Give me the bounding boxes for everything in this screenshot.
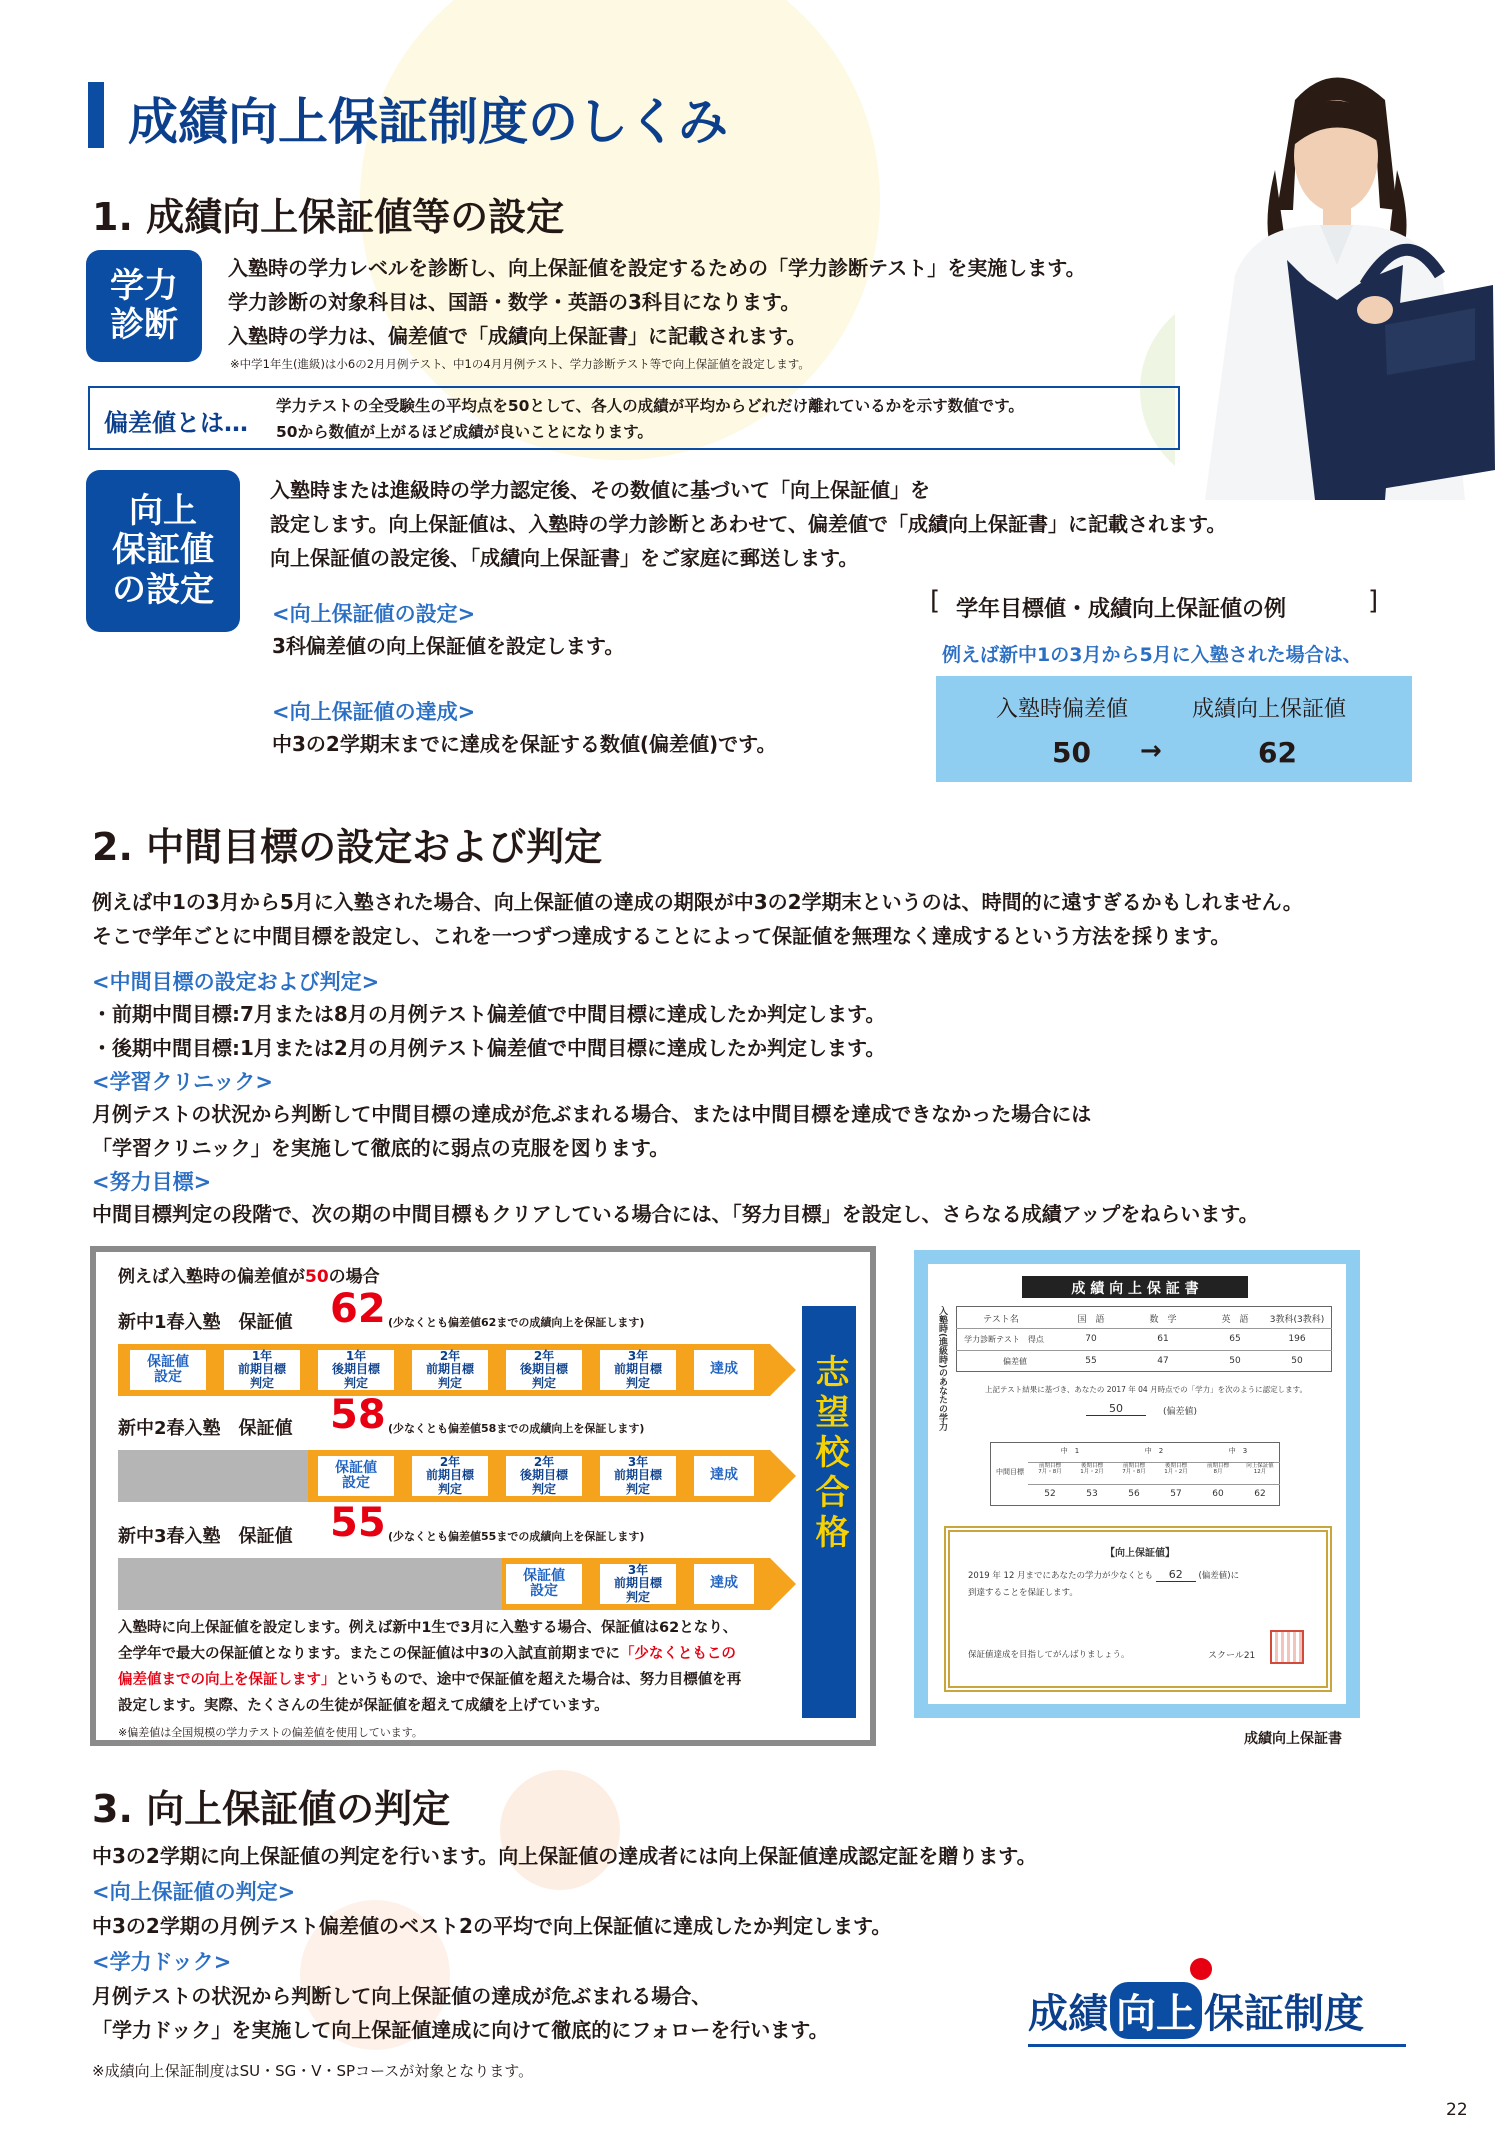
cert-mid-head: 中 3 xyxy=(1228,1447,1248,1455)
cert-stmt-val: 50 xyxy=(1086,1402,1146,1416)
cert-mid-val: 60 xyxy=(1212,1489,1224,1499)
example-title: 学年目標値・成績向上保証値の例 xyxy=(956,597,1287,622)
cert-head: 3教科(3教科) xyxy=(1269,1315,1325,1325)
row3-step-achieve: 達成 xyxy=(694,1564,754,1604)
cert-table-line xyxy=(956,1350,1332,1351)
shindan-text-line: 学力診断の対象科目は、国語・数学・英語の3科目になります。 xyxy=(228,290,801,314)
row2-value: 58 xyxy=(330,1392,386,1438)
example-col2: 成績向上保証値 xyxy=(1192,697,1347,722)
shindan-text-line: 入塾時の学力は、偏差値で「成績向上保証書」に記載されます。 xyxy=(228,324,807,348)
diagram-desc-line: 入塾時に向上保証値を設定します。例えば新中1生で3月に入塾する場合、保証値は62となり、 xyxy=(118,1620,738,1636)
student-photo xyxy=(1175,60,1495,500)
cert-stmt-unit: (偏差値) xyxy=(1162,1407,1198,1417)
cert-mid-val: 62 xyxy=(1254,1489,1266,1499)
row2-step: 3年 前期目標 判定 xyxy=(600,1456,676,1496)
cert-mid-sub: 後期目標 1月・2月 xyxy=(1164,1463,1188,1476)
cert-stmt: 上記テスト結果に基づき、あなたの 2017 年 04 月時点での「学力」を次のように認定します。 xyxy=(985,1385,1307,1394)
example-bracket-right: ] xyxy=(1368,586,1379,616)
badge-line: 保証値 xyxy=(112,530,214,571)
row3-label: 新中3春入塾 保証値 xyxy=(118,1526,293,1547)
sub-hoshochi-settei-text: 3科偏差値の向上保証値を設定します。 xyxy=(272,634,625,658)
cert-mid-sub: 前期目標 8月 xyxy=(1206,1463,1229,1476)
title-bar xyxy=(88,82,104,148)
diagram-desc-line xyxy=(118,1668,741,1689)
diagram-desc-red: 偏差値までの向上を保証します」 xyxy=(118,1672,336,1688)
cert-guarantee-unit: (偏差値)に xyxy=(1198,1571,1240,1581)
badge-gakuryoku-shindan xyxy=(86,250,202,362)
sub-doryoku-mokuhyo: <努力目標> xyxy=(92,1170,212,1194)
diagram-desc-part: 全学年で最大の保証値となります。またこの保証値は中3の入試直前期までに xyxy=(118,1646,620,1662)
row3-step: 保証値 設定 xyxy=(506,1564,582,1604)
cert-mid-head: 中 2 xyxy=(1144,1447,1164,1455)
example-col1: 入塾時偏差値 xyxy=(996,697,1129,722)
cert-seal xyxy=(1270,1630,1304,1664)
row2-grey xyxy=(118,1450,308,1502)
cert-caption: 成績向上保証書 xyxy=(1244,1731,1342,1747)
row2-label: 新中2春入塾 保証値 xyxy=(118,1418,293,1439)
row1-step-achieve: 達成 xyxy=(694,1350,754,1390)
row3-grey xyxy=(118,1558,502,1610)
row1-step: 保証値 設定 xyxy=(130,1350,206,1390)
clinic-line: 月例テストの状況から判断して中間目標の達成が危ぶまれる場合、または中間目標を達成できなかった場合には xyxy=(92,1102,1092,1126)
hoshochi-text-line: 入塾時または進級時の学力認定後、その数値に基づいて「向上保証値」を xyxy=(270,478,930,502)
section2-intro-line: 例えば中1の3月から5月に入塾された場合、向上保証値の達成の期限が中3の2学期末というのは、時間的に遠すぎるかもしれません。 xyxy=(92,890,1303,914)
cert-mid-sub: 向上保証値 12月 xyxy=(1246,1463,1274,1476)
row1-step: 1年 前期目標 判定 xyxy=(224,1350,300,1390)
cert-mid-label: 中間目標 xyxy=(996,1468,1024,1476)
badge-line: 学力 xyxy=(110,265,178,306)
logo-underline xyxy=(1028,2044,1406,2047)
doryoku-line: 中間目標判定の段階で、次の期の中間目標もクリアしている場合には、「努力目標」を設定し、さらなる成績アップをねらいます。 xyxy=(92,1202,1259,1226)
row2-note: (少なくとも偏差値58までの成績向上を保証します) xyxy=(388,1422,645,1435)
cert-cell: 50 xyxy=(1229,1356,1241,1366)
sub-hoshochi-settei: <向上保証値の設定> xyxy=(272,602,476,626)
row2-step: 2年 前期目標 判定 xyxy=(412,1456,488,1496)
sub-gakuryoku-dock: <学力ドック> xyxy=(92,1950,232,1974)
cert-cell: 70 xyxy=(1085,1334,1097,1344)
diagram-desc-line: 設定します。実際、たくさんの生徒が保証値を超えて成績を上げています。 xyxy=(118,1698,609,1714)
section3-intro: 中3の2学期に向上保証値の判定を行います。向上保証値の達成者には向上保証値達成認定証を贈ります。 xyxy=(92,1844,1037,1868)
row2-step: 2年 後期目標 判定 xyxy=(506,1456,582,1496)
dock-line: 「学力ドック」を実施して向上保証値達成に向けて徹底的にフォローを行います。 xyxy=(92,2018,829,2042)
cert-head: 英 語 xyxy=(1221,1315,1249,1325)
row2-step: 保証値 設定 xyxy=(318,1456,394,1496)
cert-title: 成 績 向 上 保 証 書 xyxy=(1071,1281,1199,1297)
cert-cell: 47 xyxy=(1157,1356,1169,1366)
row2-step-achieve: 達成 xyxy=(694,1456,754,1496)
cert-guarantee-line xyxy=(968,1568,1239,1582)
example-bracket-left: [ xyxy=(930,586,941,616)
hoshochi-text-line: 向上保証値の設定後、「成績向上保証書」をご家庭に郵送します。 xyxy=(270,546,859,570)
badge-line: 向上 xyxy=(129,491,197,532)
badge-line: 診断 xyxy=(110,305,178,345)
cert-cell: 偏差値 xyxy=(1003,1357,1027,1366)
row1-label: 新中1春入塾 保証値 xyxy=(118,1312,293,1333)
cert-guarantee-text: 2019 年 12 月までにあなたの学力が少なくとも xyxy=(968,1571,1154,1581)
cert-guarantee-text2: 到達することを保証します。 xyxy=(968,1588,1078,1598)
cert-cell: 61 xyxy=(1157,1334,1169,1344)
cert-head: 国 語 xyxy=(1077,1315,1105,1325)
clinic-line: 「学習クリニック」を実施して徹底的に弱点の克服を図ります。 xyxy=(92,1136,670,1160)
cert-closing: 保証値達成を目指してがんばりましょう。 xyxy=(968,1650,1130,1660)
shindan-note: ※中学1年生(進級)は小6の2月月例テスト、中1の4月月例テスト、学力診断テスト等で向上保証値を設定します。 xyxy=(230,357,810,371)
cert-guarantee-title: 【向上保証値】 xyxy=(1105,1548,1175,1559)
diagram-header-post: の場合 xyxy=(328,1267,380,1287)
page-number: 22 xyxy=(1446,2100,1468,2120)
cert-mid-sub: 後期目標 1月・2月 xyxy=(1080,1463,1104,1476)
diagram-header-num: 50 xyxy=(305,1267,329,1287)
cert-mid-head: 中 1 xyxy=(1060,1447,1080,1455)
logo-part1: 成績 xyxy=(1028,1990,1108,2037)
section1-heading: 1. 成績向上保証値等の設定 xyxy=(92,195,565,239)
cert-mid-val: 56 xyxy=(1128,1489,1140,1499)
diagram-header xyxy=(118,1262,380,1287)
goal-text: 志望校合格 xyxy=(809,1354,849,1554)
dock-line: 月例テストの状況から判断して向上保証値の達成が危ぶまれる場合、 xyxy=(92,1984,712,2008)
hoshochi-text-line: 設定します。向上保証値は、入塾時の学力診断とあわせて、偏差値で「成績向上保証書」に記載されます。 xyxy=(270,512,1227,536)
example-val2: 62 xyxy=(1258,736,1297,769)
bg-circle-peach xyxy=(500,1770,620,1890)
cert-mid-val: 53 xyxy=(1086,1489,1098,1499)
page-footnote: ※成績向上保証制度はSU・SG・V・SPコースが対象となります。 xyxy=(92,2062,534,2080)
cert-cell: 学力診断テスト 得点 xyxy=(964,1335,1044,1344)
cert-cell: 50 xyxy=(1291,1356,1303,1366)
cert-cell: 65 xyxy=(1229,1334,1241,1344)
cert-school: スクール21 xyxy=(1208,1651,1256,1661)
section3-heading: 3. 向上保証値の判定 xyxy=(92,1787,451,1831)
row1-step: 2年 後期目標 判定 xyxy=(506,1350,582,1390)
hensachi-text-line: 学力テストの全受験生の平均点を50として、各人の成績が平均からどれだけ離れているかを示す数値です。 xyxy=(276,397,1024,415)
cert-guarantee-val: 62 xyxy=(1156,1568,1196,1582)
logo-part2: 向上 xyxy=(1110,1982,1202,2039)
cert-cell: 55 xyxy=(1085,1356,1097,1366)
cert-side-label: 入塾時(進級時)のあなたの学力 xyxy=(937,1306,947,1432)
cert-mid-sub: 前期目標 7月・8月 xyxy=(1122,1463,1146,1476)
badge-line: の設定 xyxy=(112,569,214,610)
row1-step: 1年 後期目標 判定 xyxy=(318,1350,394,1390)
shindan-text-line: 入塾時の学力レベルを診断し、向上保証値を設定するための「学力診断テスト」を実施します。 xyxy=(228,256,1086,280)
row1-value: 62 xyxy=(330,1286,386,1332)
hensachi-label: 偏差値とは… xyxy=(104,409,248,437)
example-val1: 50 xyxy=(1052,736,1091,769)
cert-mid-val: 52 xyxy=(1044,1489,1056,1499)
section2-intro-line: そこで学年ごとに中間目標を設定し、これを一つずつ達成することによって保証値を無理なく達成するという方法を採ります。 xyxy=(92,924,1231,948)
example-arrow: → xyxy=(1140,736,1162,766)
cert-table-line xyxy=(956,1328,1332,1329)
row1-step: 3年 前期目標 判定 xyxy=(600,1350,676,1390)
row3-step: 3年 前期目標 判定 xyxy=(600,1564,676,1604)
row3-note: (少なくとも偏差値55までの成績向上を保証します) xyxy=(388,1530,645,1543)
cert-mid-line xyxy=(1028,1484,1280,1485)
hensachi-text-line: 50から数値が上がるほど成績が良いことになります。 xyxy=(276,423,653,441)
cert-head: 数 学 xyxy=(1149,1315,1177,1325)
cert-mid-sub: 前期目標 7月・8月 xyxy=(1038,1463,1062,1476)
row1-step: 2年 前期目標 判定 xyxy=(412,1350,488,1390)
sub-hantei: <向上保証値の判定> xyxy=(92,1880,296,1904)
row1-note: (少なくとも偏差値62までの成績向上を保証します) xyxy=(388,1316,645,1329)
cert-cell: 196 xyxy=(1288,1334,1306,1344)
cert-head: テスト名 xyxy=(983,1315,1019,1325)
diagram-header-pre: 例えば入塾時の偏差値が xyxy=(118,1267,305,1287)
diagram-desc-line xyxy=(118,1642,736,1663)
chukan-line: ・後期中間目標:1月または2月の月例テスト偏差値で中間目標に達成したか判定します。 xyxy=(92,1036,886,1060)
diagram-desc-red: 「少なくともこの xyxy=(619,1646,736,1662)
logo-red-dot xyxy=(1190,1958,1212,1980)
sub-chukan-mokuhyo: <中間目標の設定および判定> xyxy=(92,970,380,994)
page-title: 成績向上保証制度のしくみ xyxy=(128,93,728,151)
sub-hoshochi-tassei-text: 中3の2学期末までに達成を保証する数値(偏差値)です。 xyxy=(272,732,777,756)
cert-mid-val: 57 xyxy=(1170,1489,1182,1499)
diagram-desc-note: ※偏差値は全国規模の学力テストの偏差値を使用しています。 xyxy=(118,1726,423,1739)
sub-hantei-text: 中3の2学期の月例テスト偏差値のベスト2の平均で向上保証値に達成したか判定します。 xyxy=(92,1914,892,1938)
sub-hoshochi-tassei: <向上保証値の達成> xyxy=(272,700,476,724)
logo-part3: 保証制度 xyxy=(1204,1990,1364,2037)
row3-value: 55 xyxy=(330,1500,386,1546)
sub-gakushu-clinic: <学習クリニック> xyxy=(92,1070,273,1094)
logo xyxy=(1028,1980,1364,2040)
chukan-line: ・前期中間目標:7月または8月の月例テスト偏差値で中間目標に達成したか判定します。 xyxy=(92,1002,886,1026)
badge-kojo-hoshochi xyxy=(86,470,240,632)
example-subtitle: 例えば新中1の3月から5月に入塾された場合は、 xyxy=(942,644,1362,666)
diagram-desc-part: というもので、途中で保証値を超えた場合は、努力目標値を再 xyxy=(335,1672,742,1688)
section2-heading: 2. 中間目標の設定および判定 xyxy=(92,825,603,869)
